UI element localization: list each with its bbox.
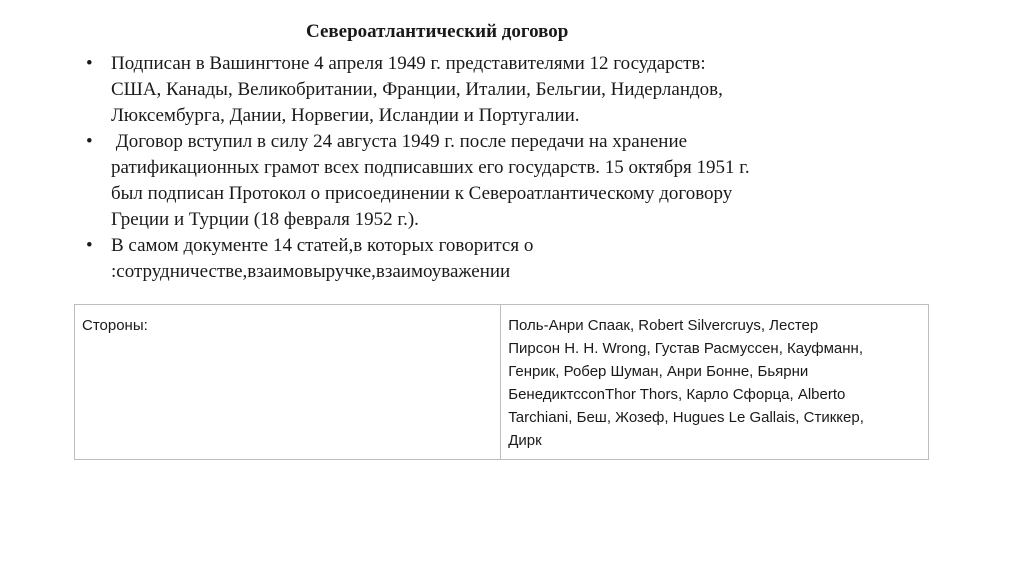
slide-title: Североатлантический договор — [306, 21, 569, 42]
bullet-marker: • — [86, 53, 93, 74]
parties-value-line: Поль-Анри Спаак, Robert Silvercruys, Лестер — [508, 317, 819, 334]
bullet-item-signing — [86, 51, 876, 129]
parties-label-cell — [75, 305, 501, 460]
parties-value-cell — [501, 305, 929, 460]
bullet-text-line: США, Канады, Великобритании, Франции, Италии, Бельгии, Нидерландов, — [111, 79, 723, 100]
bullet-text-line: Греции и Турции (18 февраля 1952 г.). — [111, 209, 419, 230]
bullet-text-line: :сотрудничестве,взаимовыручке,взаимоуважении — [111, 261, 511, 282]
table-row — [75, 305, 929, 460]
bullet-marker: • — [86, 235, 93, 256]
bullet-list — [86, 51, 876, 285]
bullet-text-line: ратификационных грамот всех подписавших его государств. 15 октября 1951 г. — [111, 157, 750, 178]
bullet-text-line: В самом документе 14 статей,в которых говорится о — [111, 235, 534, 256]
parties-value-line: Генрик, Робер Шуман, Анри Бонне, Бьярни — [508, 363, 809, 380]
bullet-text-line: Договор вступил в силу 24 августа 1949 г. после передачи на хранение — [111, 131, 688, 152]
bullet-item-articles — [86, 233, 876, 285]
parties-value-line: Пирсон H. H. Wrong, Густав Расмуссен, Кауфманн, — [508, 340, 864, 357]
bullet-item-entry-into-force — [86, 129, 876, 233]
bullet-text-line: был подписан Протокол о присоединении к Североатлантическому договору — [111, 183, 733, 204]
parties-label: Стороны: — [82, 317, 148, 334]
bullet-marker: • — [86, 131, 93, 152]
bullet-text-line: Подписан в Вашингтоне 4 апреля 1949 г. представителями 12 государств: — [111, 53, 706, 74]
parties-value-line: БенедиктссonThor Thors, Карло Сфорца, Alberto — [508, 386, 846, 403]
bullet-text-line: Люксембурга, Дании, Норвегии, Исландии и Португалии. — [111, 105, 580, 126]
parties-value-line: Tarchiani, Беш, Жозеф, Hugues Le Gallais, Стиккер, — [508, 409, 864, 426]
parties-table — [74, 304, 929, 460]
parties-value-line: Дирк — [508, 432, 542, 449]
